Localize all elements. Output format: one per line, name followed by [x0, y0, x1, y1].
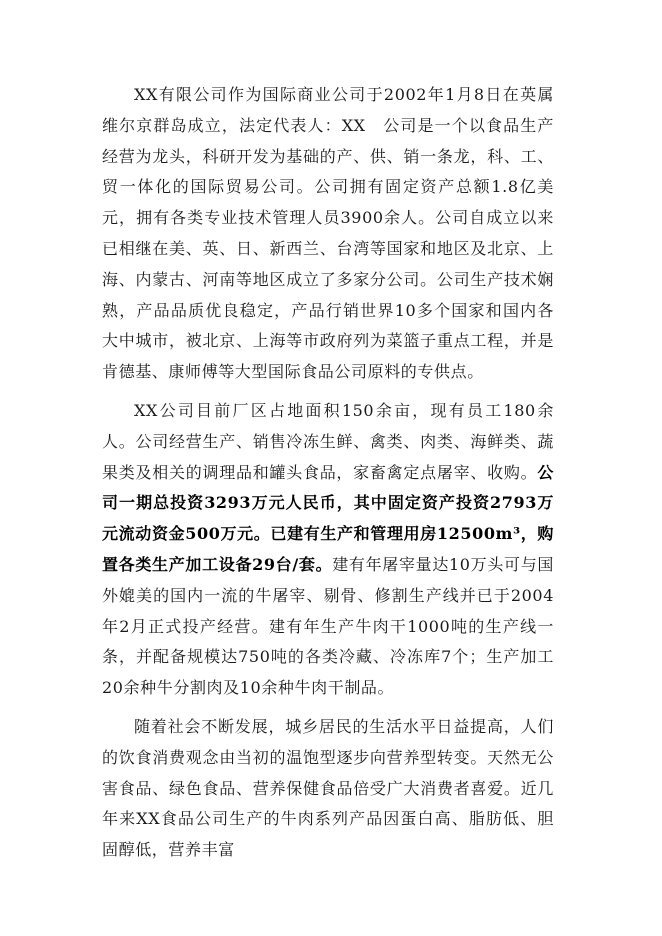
company-intro-text: XX有限公司作为国际商业公司于2002年1月8日在英属维尔京群岛成立，法定代表人：XX 公司是一个以食品生产经营为龙头，科研开发为基础的产、供、销一条龙，科、工、贸一体化的国际贸易公司。公司拥有固定资产总额1.8亿美元，拥有各类专业技术管理人员3900余人。公司自成立以来已相继在美、英、日、新西兰、台湾等国家和地区及北京、上海、内蒙古、河南等地区成立了多家分公司。公司生产技术娴熟，产品品质优良稳定，产品行销世界10多个国家和国内各大中城市，被北京、上海等市政府列为菜篮子重点工程，并是肯德基、康师傅等大型国际食品公司原料的专供点。 — [102, 85, 554, 382]
paragraph-company-intro — [102, 80, 554, 388]
facilities-text: XX公司目前厂区占地面积150余亩，现有员工180余人。公司经营生产、销售冷冻生鲜、禽类、肉类、海鲜类、蔬果类及相关的调理品和罐头食品，家畜禽定点屠宰、收购。 — [102, 400, 554, 482]
production-lines-text: 建有年屠宰量达10万头可与国外媲美的国内一流的牛屠宰、剔骨、修割生产线并已于2004年2月正式投产经营。建有年生产牛肉干1000吨的生产线一条，并配备规模达750吨的各类冷藏、冷冻库7个；生产加工20余种牛分割肉及10余种牛肉干制品。 — [102, 554, 554, 698]
market-trend-text: 随着社会不断发展，城乡居民的生活水平日益提高，人们的饮食消费观念由当初的温饱型逐步向营养型转变。天然无公害食品、绿色食品、营养保健食品倍受广大消费者喜爱。近几年来XX食品公司生产的牛肉系列产品因蛋白高、脂肪低、胆固醇低，营养丰富 — [102, 716, 554, 860]
investment-highlight: 公司一期总投资3293万元人民币，其中固定资产投资2793万元流动资金500万元。已建有生产和管理用房12500m³，购置各类生产加工设备29台/套。 — [102, 462, 554, 574]
paragraph-market-trend — [102, 712, 554, 866]
paragraph-facilities — [102, 396, 554, 704]
document-page — [102, 80, 554, 874]
